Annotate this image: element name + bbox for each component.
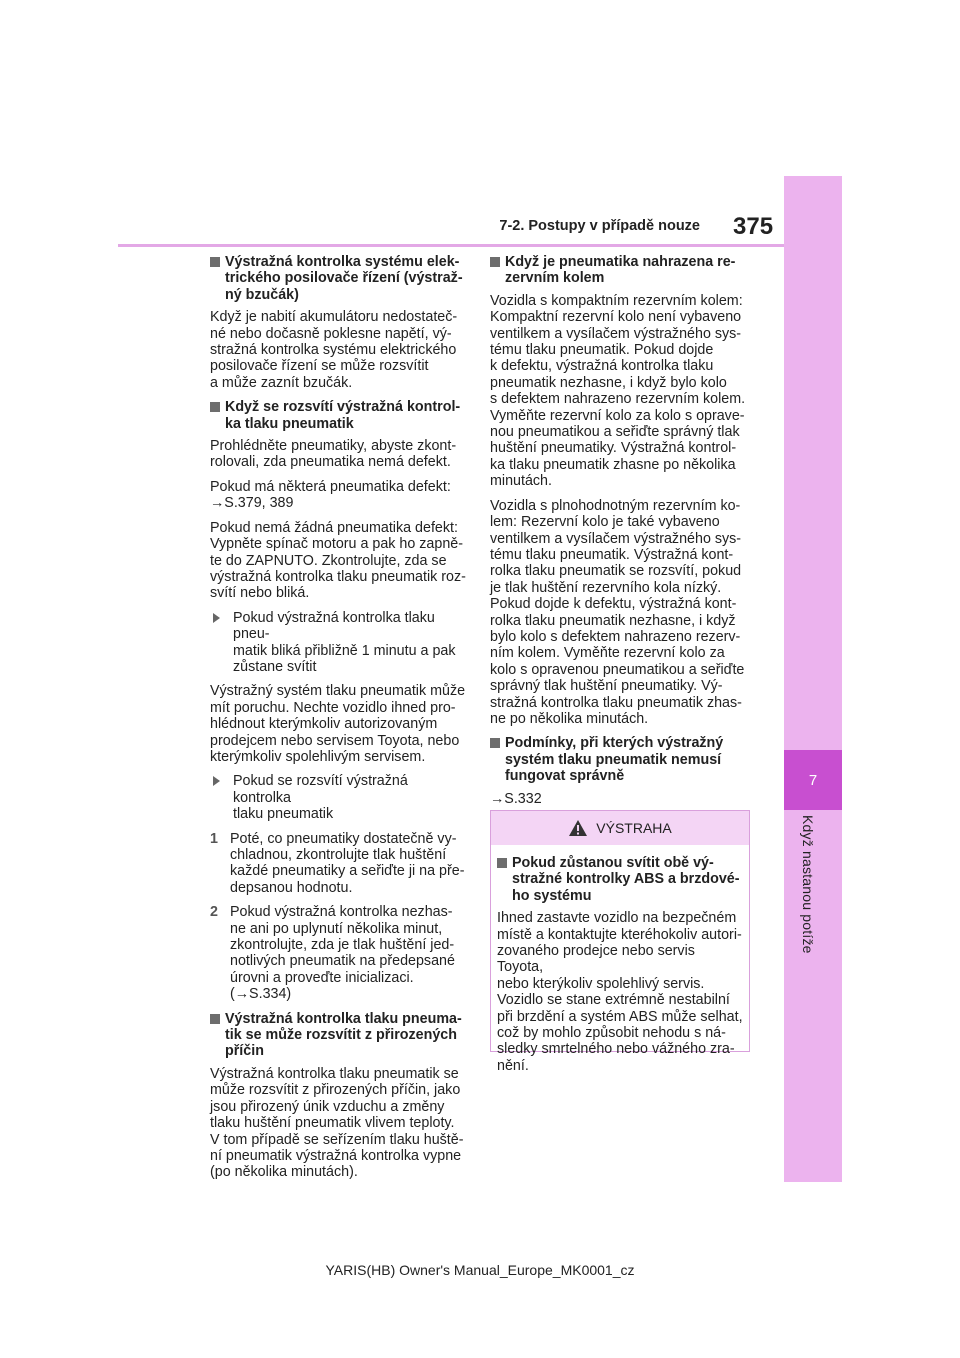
page-number: 375 [733,213,774,240]
heading-tpms-light: Když se rozsvítí výstražná kontrol- ka tlaku pneumatik [210,399,468,432]
paragraph: Prohlédněte pneumatiky, abyste zkont- rolovali, zda pneumatika nemá defekt. [210,438,457,471]
chapter-number-tab [784,750,842,810]
paragraph: Vozidla s plnohodnotným rezervním ko- lem: Rezervní kolo je také vybaveno ventilkem a vysílačem výstražného sys- tému tlaku pneumatik. Výstražná kont- rolka tlaku pneumatik se rozsvítí, pokud je tlak huštění rezervního kola nízký. Pokud dojde k defektu, výstražná kont- rolka tlaku pneumatik nezhasne, i když bylo kolo s defektem nahrazeno rezerv- ním kolem. Vyměňte rezervní kolo za kolo s opravenou pneumatikou a seřiďte správný tlak huštění pneumatiky. Vý- stražná kontrolka tlaku pneumatik zhas- ne po několika minutách. [490,497,745,727]
case-item: Pokud se rozsvítí výstražná kontrolka tlaku pneumatik [210,773,468,822]
warning-title: VÝSTRAHA [596,820,672,836]
heading-natural-causes: Výstražná kontrolka tlaku pneuma- tik se může rozsvítit z přirozených příčin [210,1011,468,1060]
step-item: 1 Poté, co pneumatiky dostatečně vy- chladnou, zkontrolujte tlak huštění každé pneumatiky a seřiďte ji na pře- depsanou hodnotu. [210,830,465,896]
chapter-title-vertical [800,815,826,1015]
warning-heading: Pokud zůstanou svítit obě vý- stražné kontrolky ABS a brzdové- ho systému [497,855,743,904]
step-number: 1 [210,830,218,847]
chapter-side-band [784,176,842,1182]
square-bullet-icon [490,257,500,267]
paragraph: Výstražná kontrolka tlaku pneumatik se může rozsvítit z přirozených příčin, jako jsou přirozený únik vzduchu a změny tlaku huštění pneumatik vlivem teploty. V tom případě se seřízením tlaku huště- ní pneumatik výstražná kontrolka vypne (po několika minutách). [210,1065,464,1181]
left-column [210,254,468,1189]
footer-text: YARIS(HB) Owner's Manual_Europe_MK0001_cz [325,1262,635,1278]
square-bullet-icon [497,858,507,868]
section-title: 7-2. Postupy v případě nouze [499,218,700,234]
paragraph: Vozidla s kompaktním rezervním kolem: Kompaktní rezervní kolo není vybaveno ventilkem a vysílačem výstražného sys- tému tlaku pneumatik. Pokud dojde k defektu, výstražná kontrolka tlaku pneumatik nezhasne, i když bylo kolo s defektem nahrazeno rezervním kolem. Vyměňte rezervní kolo za kolo s oprave- nou pneumatikou a seřiďte správný tlak huštění pneumatiky. Výstražná kontrol- ka tlaku pneumatik zhasne po několika minutách. [490,292,746,490]
paragraph: Pokud má některá pneumatika defekt: →S.379, 389 [210,478,451,512]
case-item: Pokud výstražná kontrolka tlaku pneu- matik bliká přibližně 1 minutu a pak zůstane svítit [210,610,468,676]
right-column [490,254,756,815]
chapter-number: 7 [808,771,818,789]
paragraph: Výstražný systém tlaku pneumatik může mít poruchu. Nechte vozidlo ihned pro- hlédnout kterýmkoliv autorizovaným prodejcem nebo servisem Toyota, nebo kterýmkoliv spolehlivým servisem. [210,683,466,765]
page-reference: →S.332 [490,790,542,807]
square-bullet-icon [490,738,500,748]
warning-header [491,811,749,845]
triangle-bullet-icon [213,776,227,786]
warning-text: Ihned zastavte vozidlo na bezpečném místě a kontaktujte kteréhokoliv autori- zovaného prodejce nebo servis Toyota, nebo kterýkoliv spolehlivý servis. Vozidlo se stane extrémně nestabilní při brzdění a systém ABS může selhat, což by mohlo způsobit nehodu s ná- sledky smrtelného nebo vážného zra- nění. [497,910,743,1074]
heading-eps-warning: Výstražná kontrolka systému elek- trického posilovače řízení (výstraž- ný bzučák) [210,254,468,303]
heading-spare-wheel: Když je pneumatika nahrazena re- zervním kolem [490,254,756,287]
paragraph: Pokud nemá žádná pneumatika defekt: Vypněte spínač motoru a pak ho zapně- te do ZAPNUTO. Zkontrolujte, zda se výstražná kontrolka tlaku pneumatik roz- svítí nebo bliká. [210,519,466,602]
warning-triangle-icon [568,819,588,837]
paragraph: Když je nabití akumulátoru nedostateč- né nebo dočasně poklesne napětí, vý- stražná kontrolka systému elektrického posilovače řízení se může rozsvítit a může zaznít bzučák. [210,309,458,391]
square-bullet-icon [210,1014,220,1024]
heading-conditions: Podmínky, při kterých výstražný systém tlaku pneumatik nemusí fungovat správně [490,735,756,784]
header-rule [118,244,784,247]
triangle-bullet-icon [213,613,227,623]
chapter-title: Když nastanou potíže [800,815,816,954]
square-bullet-icon [210,402,220,412]
step-item: 2 Pokud výstražná kontrolka nezhas- ne ani po uplynutí několika minut, zkontrolujte, zda je tlak huštění jed- notlivých pneumatik na předepsané úrovni a proveďte inicializaci. (→S.334) [210,904,455,1003]
warning-box [490,810,750,1074]
square-bullet-icon [210,257,220,267]
step-number: 2 [210,904,218,921]
